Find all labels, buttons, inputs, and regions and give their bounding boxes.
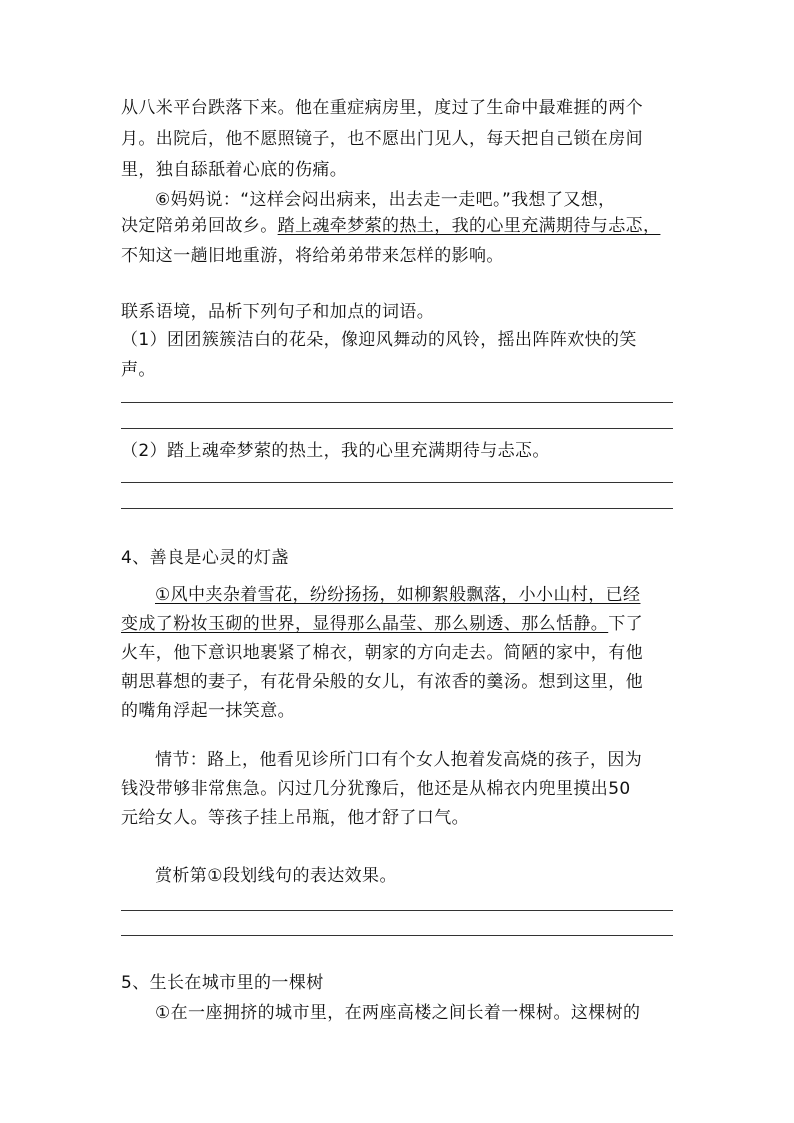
- question-prompt: 赏析第①段划线句的表达效果。: [155, 866, 397, 886]
- passage-text: 决定陪弟弟回故乡。: [121, 216, 278, 236]
- underlined-sentence: 踏上魂牵梦萦的热土，我的心里充满期待与忐忑，: [277, 216, 661, 236]
- passage-line: 从八米平台跌落下来。他在重症病房里，度过了生命中最难捱的两个: [121, 98, 643, 118]
- answer-line[interactable]: [121, 935, 673, 936]
- question-item-1-cont: 声。: [121, 360, 156, 380]
- question-item-2: （2）踏上魂牵梦萦的热土，我的心里充满期待与忐忑。: [121, 441, 550, 461]
- answer-line[interactable]: [121, 482, 673, 483]
- section-title: 5、生长在城市里的一棵树: [121, 973, 324, 993]
- passage-line: [121, 614, 643, 634]
- passage-line: 火车，他下意识地裹紧了棉衣，朝家的方向走去。简陋的家中，有他: [121, 643, 643, 663]
- plot-summary: 元给女人。等孩子挂上吊瓶，他才舒了口气。: [121, 808, 469, 828]
- question-item-1: （1）团团簇簇洁白的花朵，像迎风舞动的风铃，摇出阵阵欢快的笑: [121, 330, 637, 350]
- answer-line[interactable]: [121, 402, 673, 403]
- passage-line: 里，独自舔舐着心底的伤痛。: [121, 160, 348, 180]
- answer-line[interactable]: [121, 428, 673, 429]
- passage-line: [155, 585, 640, 605]
- underlined-sentence: ①风中夹杂着雪花，纷纷扬扬，如柳絮般飘落，小小山村，已经: [155, 585, 641, 605]
- passage-text: 下了: [608, 614, 644, 634]
- passage-line: ①在一座拥挤的城市里，在两座高楼之间长着一棵树。这棵树的: [155, 1003, 641, 1023]
- answer-line[interactable]: [121, 508, 673, 509]
- passage-line: 朝思暮想的妻子，有花骨朵般的女儿，有浓香的羹汤。想到这里，他: [121, 672, 643, 692]
- underlined-sentence: 变成了粉妆玉砌的世界，显得那么晶莹、那么剔透、那么恬静。: [121, 614, 609, 634]
- plot-summary: 钱没带够非常焦急。闪过几分犹豫后，他还是从棉衣内兜里摸出50: [121, 779, 631, 799]
- passage-line: [121, 216, 660, 236]
- answer-line[interactable]: [121, 910, 673, 911]
- passage-line: 的嘴角浮起一抹笑意。: [121, 701, 295, 721]
- passage-line: 月。出院后，他不愿照镜子，也不愿出门见人，每天把自己锁在房间: [121, 129, 643, 149]
- plot-summary: 情节：路上，他看见诊所门口有个女人抱着发高烧的孩子，因为: [155, 750, 643, 770]
- passage-line: ⑥妈妈说：“这样会闷出病来，出去走一走吧。”我想了又想，: [155, 190, 616, 210]
- section-title: 4、善良是心灵的灯盏: [121, 548, 289, 568]
- question-prompt: 联系语境，品析下列句子和加点的词语。: [121, 302, 435, 322]
- passage-line: 不知这一趟旧地重游，将给弟弟带来怎样的影响。: [121, 246, 504, 266]
